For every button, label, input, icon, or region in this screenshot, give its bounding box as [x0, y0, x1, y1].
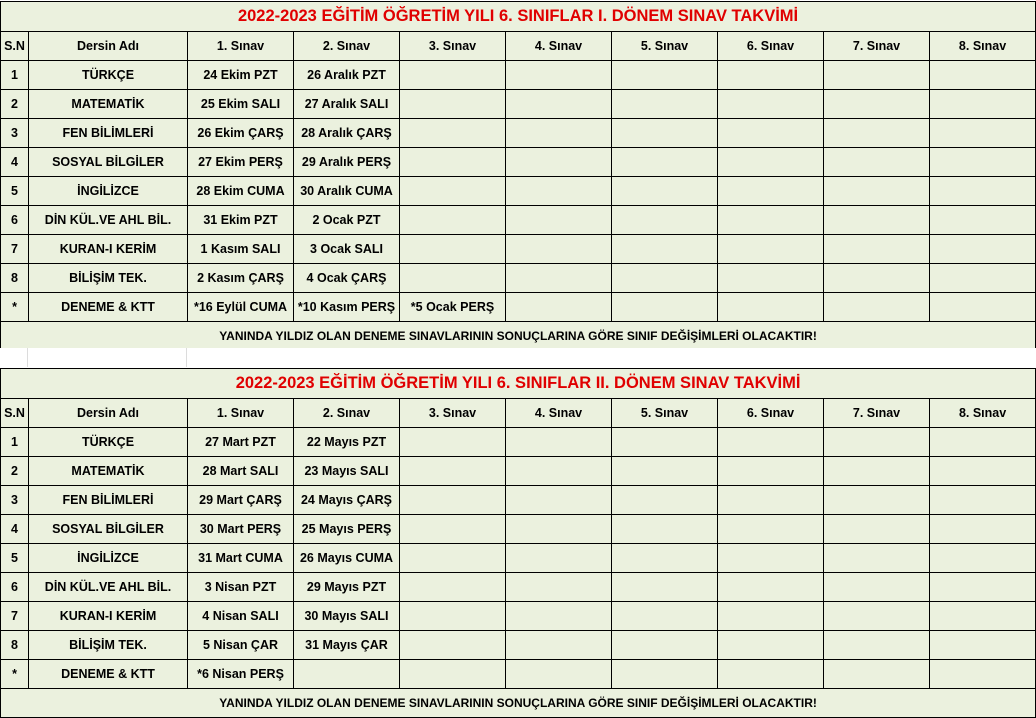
exam-date-cell[interactable]: [400, 148, 506, 177]
exam-date-cell[interactable]: 23 Mayıs SALI: [294, 457, 400, 486]
row-number-cell[interactable]: 4: [1, 515, 29, 544]
term-2-exam-table: [0, 368, 1036, 718]
header-row: [1, 32, 1036, 61]
exam-date-cell[interactable]: [930, 660, 1036, 689]
exam-date-cell[interactable]: [506, 544, 612, 573]
exam-date-cell[interactable]: [400, 515, 506, 544]
exam-date-cell[interactable]: [718, 119, 824, 148]
exam-date-cell[interactable]: [400, 61, 506, 90]
exam-date-cell[interactable]: [718, 90, 824, 119]
column-header[interactable]: 7. Sınav: [824, 32, 930, 61]
exam-date-cell[interactable]: [930, 177, 1036, 206]
table-row: [1, 61, 1036, 90]
exam-date-cell[interactable]: [506, 602, 612, 631]
exam-date-cell[interactable]: [824, 177, 930, 206]
exam-date-cell[interactable]: 28 Aralık ÇARŞ: [294, 119, 400, 148]
exam-date-cell[interactable]: [930, 264, 1036, 293]
exam-date-cell[interactable]: 2 Kasım ÇARŞ: [188, 264, 294, 293]
row-number-cell[interactable]: 5: [1, 177, 29, 206]
course-name-cell[interactable]: MATEMATİK: [29, 457, 188, 486]
empty-row-gap: [0, 348, 1036, 367]
exam-date-cell[interactable]: 26 Mayıs CUMA: [294, 544, 400, 573]
exam-date-cell[interactable]: [824, 660, 930, 689]
exam-date-cell[interactable]: *16 Eylül CUMA: [188, 293, 294, 322]
column-header[interactable]: Dersin Adı: [29, 32, 188, 61]
column-header[interactable]: 4. Sınav: [506, 399, 612, 428]
exam-date-cell[interactable]: [718, 544, 824, 573]
exam-date-cell[interactable]: [930, 573, 1036, 602]
exam-date-cell[interactable]: [294, 660, 400, 689]
exam-date-cell[interactable]: [400, 90, 506, 119]
exam-date-cell[interactable]: 3 Nisan PZT: [188, 573, 294, 602]
exam-date-cell[interactable]: *6 Nisan PERŞ: [188, 660, 294, 689]
title-row: [1, 2, 1036, 32]
course-name-cell[interactable]: MATEMATİK: [29, 90, 188, 119]
exam-date-cell[interactable]: [718, 515, 824, 544]
row-number-cell[interactable]: 6: [1, 573, 29, 602]
table-row: [1, 206, 1036, 235]
row-number-cell[interactable]: 7: [1, 602, 29, 631]
exam-date-cell[interactable]: [506, 264, 612, 293]
table-note[interactable]: YANINDA YILDIZ OLAN DENEME SINAVLARININ SONUÇLARINA GÖRE SINIF DEĞİŞİMLERİ OLACAKTIR!: [1, 689, 1036, 718]
course-name-cell[interactable]: DİN KÜL.VE AHL BİL.: [29, 573, 188, 602]
exam-date-cell[interactable]: [612, 206, 718, 235]
exam-date-cell[interactable]: 31 Ekim PZT: [188, 206, 294, 235]
course-name-cell[interactable]: İNGİLİZCE: [29, 177, 188, 206]
row-number-cell[interactable]: 1: [1, 61, 29, 90]
table-row: [1, 660, 1036, 689]
exam-date-cell[interactable]: [930, 206, 1036, 235]
exam-date-cell[interactable]: [612, 61, 718, 90]
row-number-cell[interactable]: *: [1, 293, 29, 322]
exam-date-cell[interactable]: [400, 660, 506, 689]
exam-date-cell[interactable]: [824, 264, 930, 293]
exam-date-cell[interactable]: [930, 61, 1036, 90]
course-name-cell[interactable]: DİN KÜL.VE AHL BİL.: [29, 206, 188, 235]
exam-date-cell[interactable]: [506, 119, 612, 148]
exam-date-cell[interactable]: [612, 602, 718, 631]
exam-date-cell[interactable]: 2 Ocak PZT: [294, 206, 400, 235]
course-name-cell[interactable]: KURAN-I KERİM: [29, 235, 188, 264]
exam-date-cell[interactable]: [824, 457, 930, 486]
column-header[interactable]: 3. Sınav: [400, 399, 506, 428]
table-row: [1, 486, 1036, 515]
course-name-cell[interactable]: FEN BİLİMLERİ: [29, 486, 188, 515]
exam-date-cell[interactable]: [400, 573, 506, 602]
course-name-cell[interactable]: DENEME & KTT: [29, 660, 188, 689]
exam-date-cell[interactable]: [400, 264, 506, 293]
course-name-cell[interactable]: İNGİLİZCE: [29, 544, 188, 573]
table-row: [1, 293, 1036, 322]
column-header[interactable]: 2. Sınav: [294, 399, 400, 428]
table-title[interactable]: 2022-2023 EĞİTİM ÖĞRETİM YILI 6. SINIFLAR I. DÖNEM SINAV TAKVİMİ: [1, 2, 1036, 32]
table-row: [1, 631, 1036, 660]
row-number-cell[interactable]: 2: [1, 457, 29, 486]
table-row: [1, 119, 1036, 148]
course-name-cell[interactable]: BİLİŞİM TEK.: [29, 631, 188, 660]
exam-date-cell[interactable]: 28 Ekim CUMA: [188, 177, 294, 206]
term-1-exam-table: [0, 1, 1036, 351]
row-number-cell[interactable]: 3: [1, 119, 29, 148]
exam-date-cell[interactable]: 26 Aralık PZT: [294, 61, 400, 90]
exam-date-cell[interactable]: 25 Mayıs PERŞ: [294, 515, 400, 544]
row-number-cell[interactable]: 3: [1, 486, 29, 515]
column-header[interactable]: 1. Sınav: [188, 32, 294, 61]
exam-date-cell[interactable]: [506, 573, 612, 602]
exam-date-cell[interactable]: [824, 206, 930, 235]
exam-date-cell[interactable]: [612, 119, 718, 148]
exam-date-cell[interactable]: 5 Nisan ÇAR: [188, 631, 294, 660]
exam-date-cell[interactable]: [718, 486, 824, 515]
exam-date-cell[interactable]: [930, 119, 1036, 148]
exam-date-cell[interactable]: [506, 457, 612, 486]
exam-date-cell[interactable]: [612, 264, 718, 293]
exam-date-cell[interactable]: [612, 148, 718, 177]
exam-date-cell[interactable]: [400, 177, 506, 206]
exam-date-cell[interactable]: [506, 486, 612, 515]
exam-date-cell[interactable]: [930, 293, 1036, 322]
exam-date-cell[interactable]: 29 Mart ÇARŞ: [188, 486, 294, 515]
exam-date-cell[interactable]: [506, 515, 612, 544]
row-number-cell[interactable]: 8: [1, 264, 29, 293]
column-header[interactable]: 6. Sınav: [718, 399, 824, 428]
exam-date-cell[interactable]: [400, 206, 506, 235]
table-title[interactable]: 2022-2023 EĞİTİM ÖĞRETİM YILI 6. SINIFLAR II. DÖNEM SINAV TAKVİMİ: [1, 369, 1036, 399]
exam-date-cell[interactable]: [824, 61, 930, 90]
exam-date-cell[interactable]: [400, 486, 506, 515]
exam-date-cell[interactable]: [718, 235, 824, 264]
exam-date-cell[interactable]: [400, 119, 506, 148]
header-row: [1, 399, 1036, 428]
exam-date-cell[interactable]: [718, 428, 824, 457]
course-name-cell[interactable]: TÜRKÇE: [29, 428, 188, 457]
exam-date-cell[interactable]: [824, 544, 930, 573]
exam-date-cell[interactable]: [930, 457, 1036, 486]
exam-date-cell[interactable]: 3 Ocak SALI: [294, 235, 400, 264]
exam-date-cell[interactable]: [930, 486, 1036, 515]
exam-date-cell[interactable]: [506, 177, 612, 206]
exam-date-cell[interactable]: [718, 457, 824, 486]
column-header[interactable]: 5. Sınav: [612, 399, 718, 428]
note-row: [1, 322, 1036, 351]
exam-date-cell[interactable]: 27 Aralık SALI: [294, 90, 400, 119]
column-header[interactable]: 6. Sınav: [718, 32, 824, 61]
exam-date-cell[interactable]: [506, 90, 612, 119]
exam-date-cell[interactable]: [612, 90, 718, 119]
exam-date-cell[interactable]: [400, 544, 506, 573]
table-row: [1, 148, 1036, 177]
exam-date-cell[interactable]: [718, 148, 824, 177]
exam-date-cell[interactable]: 22 Mayıs PZT: [294, 428, 400, 457]
title-row: [1, 369, 1036, 399]
exam-date-cell[interactable]: [718, 602, 824, 631]
column-header[interactable]: S.N: [1, 399, 29, 428]
exam-date-cell[interactable]: [400, 235, 506, 264]
exam-date-cell[interactable]: [506, 293, 612, 322]
exam-date-cell[interactable]: [930, 90, 1036, 119]
exam-date-cell[interactable]: [930, 148, 1036, 177]
column-header[interactable]: 1. Sınav: [188, 399, 294, 428]
exam-date-cell[interactable]: [824, 602, 930, 631]
column-header[interactable]: 5. Sınav: [612, 32, 718, 61]
exam-date-cell[interactable]: [824, 428, 930, 457]
exam-date-cell[interactable]: *5 Ocak PERŞ: [400, 293, 506, 322]
exam-date-cell[interactable]: [824, 119, 930, 148]
exam-date-cell[interactable]: [718, 293, 824, 322]
exam-date-cell[interactable]: [930, 602, 1036, 631]
exam-date-cell[interactable]: [506, 235, 612, 264]
exam-date-cell[interactable]: 29 Mayıs PZT: [294, 573, 400, 602]
course-name-cell[interactable]: BİLİŞİM TEK.: [29, 264, 188, 293]
exam-date-cell[interactable]: [930, 428, 1036, 457]
exam-date-cell[interactable]: 27 Mart PZT: [188, 428, 294, 457]
exam-date-cell[interactable]: [930, 631, 1036, 660]
exam-date-cell[interactable]: [718, 61, 824, 90]
exam-date-cell[interactable]: [718, 177, 824, 206]
row-number-cell[interactable]: 2: [1, 90, 29, 119]
exam-date-cell[interactable]: [612, 457, 718, 486]
exam-date-cell[interactable]: [612, 573, 718, 602]
exam-date-cell[interactable]: [612, 660, 718, 689]
exam-date-cell[interactable]: 26 Ekim ÇARŞ: [188, 119, 294, 148]
exam-date-cell[interactable]: [718, 660, 824, 689]
column-header[interactable]: Dersin Adı: [29, 399, 188, 428]
exam-date-cell[interactable]: [718, 573, 824, 602]
column-header[interactable]: 8. Sınav: [930, 399, 1036, 428]
row-number-cell[interactable]: *: [1, 660, 29, 689]
exam-date-cell[interactable]: 4 Ocak ÇARŞ: [294, 264, 400, 293]
exam-date-cell[interactable]: 24 Ekim PZT: [188, 61, 294, 90]
exam-date-cell[interactable]: 24 Mayıs ÇARŞ: [294, 486, 400, 515]
exam-date-cell[interactable]: [824, 235, 930, 264]
course-name-cell[interactable]: KURAN-I KERİM: [29, 602, 188, 631]
exam-date-cell[interactable]: [612, 428, 718, 457]
course-name-cell[interactable]: DENEME & KTT: [29, 293, 188, 322]
exam-date-cell[interactable]: [400, 457, 506, 486]
exam-date-cell[interactable]: [400, 428, 506, 457]
column-header[interactable]: 8. Sınav: [930, 32, 1036, 61]
course-name-cell[interactable]: SOSYAL BİLGİLER: [29, 148, 188, 177]
row-number-cell[interactable]: 5: [1, 544, 29, 573]
course-name-cell[interactable]: SOSYAL BİLGİLER: [29, 515, 188, 544]
exam-date-cell[interactable]: [506, 148, 612, 177]
table-row: [1, 573, 1036, 602]
column-header[interactable]: 2. Sınav: [294, 32, 400, 61]
table-row: [1, 235, 1036, 264]
exam-date-cell[interactable]: [612, 177, 718, 206]
table-row: [1, 602, 1036, 631]
exam-date-cell[interactable]: 4 Nisan SALI: [188, 602, 294, 631]
exam-date-cell[interactable]: [612, 486, 718, 515]
exam-date-cell[interactable]: [612, 631, 718, 660]
exam-date-cell[interactable]: [612, 293, 718, 322]
row-number-cell[interactable]: 7: [1, 235, 29, 264]
exam-date-cell[interactable]: [612, 235, 718, 264]
exam-date-cell[interactable]: [930, 515, 1036, 544]
exam-date-cell[interactable]: [824, 515, 930, 544]
column-header[interactable]: 3. Sınav: [400, 32, 506, 61]
table-row: [1, 90, 1036, 119]
exam-date-cell[interactable]: 30 Mayıs SALI: [294, 602, 400, 631]
exam-date-cell[interactable]: [824, 486, 930, 515]
exam-date-cell[interactable]: 30 Mart PERŞ: [188, 515, 294, 544]
table-row: [1, 428, 1036, 457]
exam-date-cell[interactable]: *10 Kasım PERŞ: [294, 293, 400, 322]
exam-date-cell[interactable]: [506, 428, 612, 457]
table-row: [1, 515, 1036, 544]
exam-date-cell[interactable]: 31 Mayıs ÇAR: [294, 631, 400, 660]
row-number-cell[interactable]: 8: [1, 631, 29, 660]
column-header[interactable]: 7. Sınav: [824, 399, 930, 428]
exam-date-cell[interactable]: [612, 515, 718, 544]
exam-date-cell[interactable]: [930, 235, 1036, 264]
exam-date-cell[interactable]: [400, 602, 506, 631]
exam-date-cell[interactable]: [612, 544, 718, 573]
exam-date-cell[interactable]: [718, 631, 824, 660]
row-number-cell[interactable]: 1: [1, 428, 29, 457]
exam-date-cell[interactable]: [824, 148, 930, 177]
course-name-cell[interactable]: TÜRKÇE: [29, 61, 188, 90]
course-name-cell[interactable]: FEN BİLİMLERİ: [29, 119, 188, 148]
exam-date-cell[interactable]: [718, 264, 824, 293]
note-row: [1, 689, 1036, 718]
exam-date-cell[interactable]: 30 Aralık CUMA: [294, 177, 400, 206]
table-row: [1, 457, 1036, 486]
column-header[interactable]: 4. Sınav: [506, 32, 612, 61]
exam-date-cell[interactable]: [506, 61, 612, 90]
exam-date-cell[interactable]: 25 Ekim SALI: [188, 90, 294, 119]
table-note[interactable]: YANINDA YILDIZ OLAN DENEME SINAVLARININ SONUÇLARINA GÖRE SINIF DEĞİŞİMLERİ OLACAKTIR!: [1, 322, 1036, 351]
exam-date-cell[interactable]: 31 Mart CUMA: [188, 544, 294, 573]
column-header[interactable]: S.N: [1, 32, 29, 61]
exam-date-cell[interactable]: [506, 660, 612, 689]
exam-date-cell[interactable]: 27 Ekim PERŞ: [188, 148, 294, 177]
exam-date-cell[interactable]: [718, 206, 824, 235]
exam-date-cell[interactable]: [506, 631, 612, 660]
table-row: [1, 544, 1036, 573]
table-row: [1, 177, 1036, 206]
exam-date-cell[interactable]: 29 Aralık PERŞ: [294, 148, 400, 177]
exam-date-cell[interactable]: [824, 573, 930, 602]
row-number-cell[interactable]: 6: [1, 206, 29, 235]
exam-date-cell[interactable]: [824, 293, 930, 322]
exam-date-cell[interactable]: [400, 631, 506, 660]
exam-date-cell[interactable]: [824, 631, 930, 660]
exam-date-cell[interactable]: [506, 206, 612, 235]
exam-date-cell[interactable]: [824, 90, 930, 119]
exam-date-cell[interactable]: 28 Mart SALI: [188, 457, 294, 486]
exam-date-cell[interactable]: [930, 544, 1036, 573]
exam-date-cell[interactable]: 1 Kasım SALI: [188, 235, 294, 264]
table-row: [1, 264, 1036, 293]
row-number-cell[interactable]: 4: [1, 148, 29, 177]
